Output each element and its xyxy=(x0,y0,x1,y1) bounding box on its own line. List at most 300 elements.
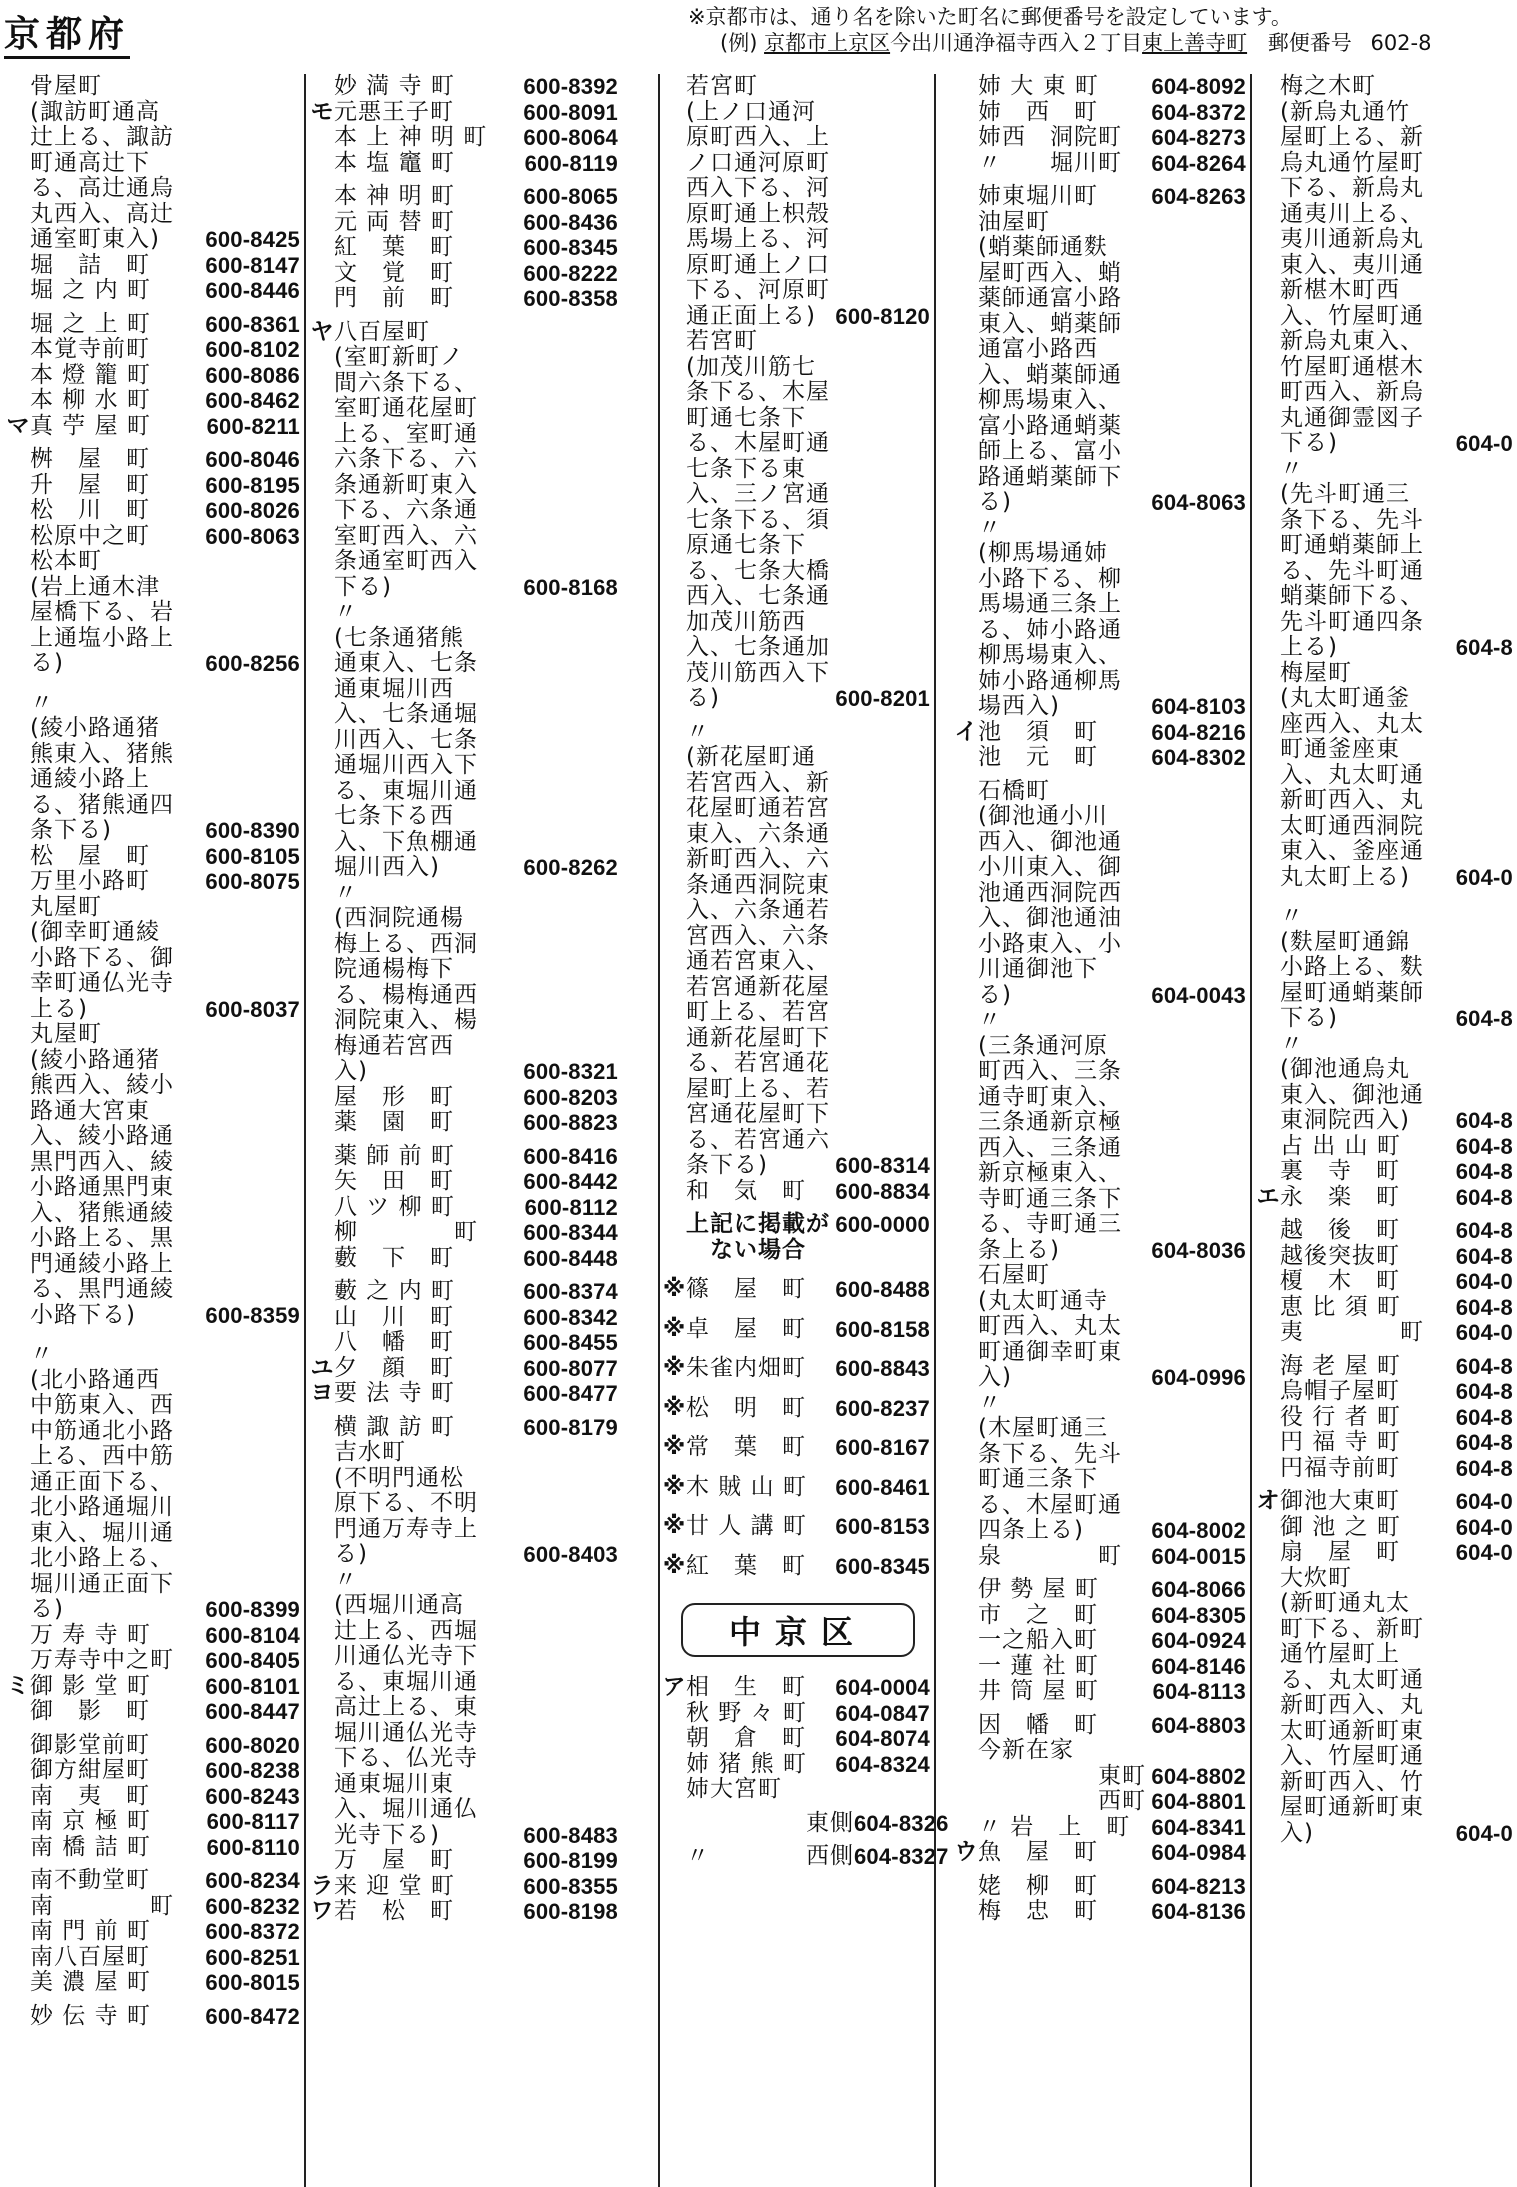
town-name: 入、御池通油 xyxy=(978,905,1122,931)
town-name: 四条上る) xyxy=(978,1517,1084,1543)
postal-code: 604-8146 xyxy=(1151,1653,1246,1679)
list-item xyxy=(954,881,1250,907)
postal-code: 600-8065 xyxy=(523,184,618,209)
postal-code: 604-0 xyxy=(1455,1320,1513,1345)
list-item xyxy=(954,567,1250,593)
town-name: 蛸薬師下る、 xyxy=(1280,583,1424,609)
postal-code: 600-8015 xyxy=(205,1970,300,1995)
town-name: 下る、六条通 xyxy=(334,497,478,523)
town-name: 〃 xyxy=(686,718,710,745)
town-name: ノ口通河原町 xyxy=(686,149,830,176)
list-item xyxy=(954,1764,1250,1790)
postal-code: 600-8461 xyxy=(835,1474,930,1500)
postal-code: 600-8086 xyxy=(205,362,300,388)
list-item xyxy=(6,946,304,972)
list-item xyxy=(310,1466,622,1492)
list-item xyxy=(954,1212,1250,1238)
town-name: (七条通猪熊 xyxy=(334,624,464,651)
town-name: 〃 xyxy=(978,1007,1002,1033)
town-name: 東入、蛸薬師 xyxy=(978,310,1122,337)
list-item xyxy=(662,278,934,304)
town-name: 屋町西入、蛸 xyxy=(978,259,1122,286)
list-item xyxy=(954,932,1250,958)
list-item xyxy=(954,1789,1250,1815)
town-name: 入、綾小路通 xyxy=(30,1123,174,1149)
list-item xyxy=(662,1277,934,1303)
town-name: 通正面下る、 xyxy=(30,1468,174,1495)
postal-code: 600-8345 xyxy=(835,1553,930,1579)
list-item xyxy=(954,1263,1250,1289)
list-item xyxy=(310,1772,622,1798)
list-item xyxy=(310,210,622,236)
list-item xyxy=(954,1874,1250,1900)
list-item xyxy=(954,286,1250,312)
list-item xyxy=(6,1419,304,1445)
list-item xyxy=(662,151,934,177)
town-name: 門 前 町 xyxy=(334,285,454,311)
town-name: (加茂川筋七 xyxy=(686,353,816,380)
list-item xyxy=(662,380,934,406)
list-item xyxy=(1256,1430,1517,1456)
town-name: 通寺町東入、 xyxy=(978,1083,1122,1110)
list-item xyxy=(310,753,622,779)
list-item xyxy=(662,406,934,432)
town-name: (不明門通松 xyxy=(334,1464,464,1491)
list-item xyxy=(954,1442,1250,1468)
town-name: 若宮町 xyxy=(686,328,758,354)
town-name: 町通七条下 xyxy=(686,404,806,431)
list-item xyxy=(1256,406,1517,432)
town-name: る、若宮通六 xyxy=(686,1126,830,1153)
index-marker: マ xyxy=(6,412,30,439)
town-name: 卓 屋 町 xyxy=(686,1315,806,1342)
list-item xyxy=(954,618,1250,644)
list-item xyxy=(662,949,934,975)
list-item xyxy=(954,235,1250,261)
postal-code: 604-8074 xyxy=(835,1726,930,1751)
list-item xyxy=(662,1475,934,1501)
list-item xyxy=(1256,74,1517,100)
list-item xyxy=(310,906,622,932)
postal-code: 600-8436 xyxy=(523,209,618,235)
town-name: 松 明 町 xyxy=(686,1394,806,1421)
list-item xyxy=(6,1945,304,1971)
postal-code: 600-8120 xyxy=(835,303,930,329)
list-item xyxy=(310,498,622,524)
postal-code: 600-8390 xyxy=(205,818,300,843)
list-item xyxy=(662,1843,949,1870)
fallback-note xyxy=(662,1238,934,1264)
town-name: 〃 xyxy=(978,514,1002,541)
list-item xyxy=(6,549,304,575)
postal-code: 600-8843 xyxy=(835,1356,930,1381)
town-name: 一 蓮 社 町 xyxy=(978,1652,1099,1679)
list-item xyxy=(954,720,1250,746)
list-item xyxy=(662,559,934,585)
town-name: 通堀川西入下 xyxy=(334,752,478,778)
postal-code: 604-8 xyxy=(1455,1404,1513,1430)
spacer xyxy=(6,677,304,691)
town-name: 元 両 替 町 xyxy=(334,208,455,235)
town-name: 条通新町東入 xyxy=(334,471,478,498)
list-item xyxy=(662,253,934,279)
list-item xyxy=(310,1110,622,1136)
list-item xyxy=(6,1970,304,1996)
town-name: (木屋町通三 xyxy=(978,1415,1108,1441)
town-name: 〃 xyxy=(30,1341,54,1367)
postal-code: 600-8462 xyxy=(205,388,300,413)
town-name: る、東堀川通 xyxy=(334,1668,478,1695)
town-name: 東入、御池通 xyxy=(1280,1081,1424,1108)
list-item xyxy=(662,457,934,483)
list-item xyxy=(1256,304,1517,330)
town-name: 町通三条下 xyxy=(978,1466,1098,1492)
list-item xyxy=(1256,1159,1517,1185)
list-item xyxy=(6,498,304,524)
spacer xyxy=(662,1342,934,1356)
town-name: 〃 xyxy=(978,1389,1002,1416)
town-name: 熊東入、猪熊 xyxy=(30,740,174,767)
list-item xyxy=(310,184,622,210)
town-name: 〃 西側 xyxy=(686,1843,854,1869)
town-name: 東側 xyxy=(686,1809,854,1836)
list-item xyxy=(662,1701,934,1727)
town-name: 入、蛸薬師通 xyxy=(978,361,1122,388)
town-name: る、丸太町通 xyxy=(1280,1666,1424,1693)
list-item xyxy=(954,957,1250,983)
town-name: (麩屋町通錦 xyxy=(1280,928,1410,955)
list-item xyxy=(1256,1642,1517,1668)
town-name: 竹屋町通椹木 xyxy=(1280,353,1424,380)
town-name: 堀 之 上 町 xyxy=(30,310,151,337)
postal-code: 600-8063 xyxy=(205,523,300,549)
index-marker: ※ xyxy=(662,1552,686,1579)
list-item xyxy=(310,1059,622,1085)
town-name: 小路下る、柳 xyxy=(978,565,1122,592)
town-name: 新烏丸東入、 xyxy=(1280,328,1424,354)
town-name: 薬 園 町 xyxy=(334,1109,454,1135)
list-item xyxy=(954,1899,1250,1925)
index-marker: ア xyxy=(662,1674,686,1700)
postal-code: 600-8447 xyxy=(205,1699,300,1724)
postal-code: 600-8198 xyxy=(523,1899,618,1924)
town-name: 上る) xyxy=(1280,634,1338,660)
list-item xyxy=(6,1368,304,1394)
list-item xyxy=(6,74,304,100)
list-item xyxy=(1256,1770,1517,1796)
town-name: る、姉小路通 xyxy=(978,616,1122,643)
list-item xyxy=(1256,1057,1517,1083)
town-name: 三条通新京極 xyxy=(978,1109,1122,1135)
list-item xyxy=(310,1381,622,1407)
town-name: 宮通花屋町下 xyxy=(686,1101,830,1127)
town-name: 木 賊 山 町 xyxy=(686,1473,807,1500)
town-name: 町通蛸薬師上 xyxy=(1280,532,1424,558)
postal-code: 604-8324 xyxy=(835,1751,930,1777)
town-name: 美 濃 屋 町 xyxy=(30,1969,151,1995)
town-name: 小路通黒門東 xyxy=(30,1174,174,1200)
postal-code: 600-8403 xyxy=(523,1542,618,1567)
town-name: 紅 葉 町 xyxy=(686,1552,806,1579)
list-item xyxy=(6,1597,304,1623)
list-item xyxy=(954,1238,1250,1264)
town-name: 七条下る東 xyxy=(686,455,806,482)
town-name: 〃 xyxy=(1280,903,1304,929)
town-name: 夷 町 xyxy=(1280,1319,1424,1345)
list-item xyxy=(954,490,1250,516)
index-marker: ※ xyxy=(662,1434,686,1460)
town-name: 藪 之 内 町 xyxy=(334,1278,455,1304)
town-name: る) xyxy=(978,489,1012,515)
town-name: 南 橋 詰 町 xyxy=(30,1833,151,1860)
list-item xyxy=(1256,1719,1517,1745)
town-name: 堀川西入) xyxy=(334,854,440,880)
town-name: 因 幡 町 xyxy=(978,1711,1098,1738)
list-item xyxy=(662,1435,934,1461)
list-item xyxy=(6,1835,304,1861)
list-item xyxy=(662,1153,934,1179)
postal-code: 600-8222 xyxy=(523,260,618,286)
town-name: 場西入) xyxy=(978,693,1060,719)
town-name: 七条下る西 xyxy=(334,803,454,829)
town-name: 新町西入、丸 xyxy=(1280,787,1424,813)
postal-code: 600-8168 xyxy=(523,574,618,600)
list-item xyxy=(310,626,622,652)
town-name: 柳馬場東入、 xyxy=(978,387,1122,413)
town-name: 越 後 町 xyxy=(1280,1217,1400,1243)
list-item xyxy=(662,1000,934,1026)
town-name: 桝 屋 町 xyxy=(30,446,150,472)
town-name: 要 法 寺 町 xyxy=(334,1380,455,1406)
town-name: 東入、六条通 xyxy=(686,820,830,847)
list-item xyxy=(954,1365,1250,1391)
list-item xyxy=(1256,737,1517,763)
list-item xyxy=(6,869,304,895)
list-item xyxy=(310,1220,622,1246)
town-name: 門通万寿寺上 xyxy=(334,1515,478,1542)
postal-code: 600-8399 xyxy=(205,1597,300,1622)
town-name: 御影堂前町 xyxy=(30,1731,150,1758)
list-item xyxy=(1256,151,1517,177)
town-name: 御 影 堂 町 xyxy=(30,1672,151,1699)
town-name: 篠 屋 町 xyxy=(686,1276,806,1302)
postal-code: 604-8 xyxy=(1455,1455,1513,1481)
town-name: 万寿寺中之町 xyxy=(30,1647,174,1673)
list-item xyxy=(6,1226,304,1252)
town-name: (諏訪町通高 xyxy=(30,98,160,125)
town-name: 条下る、先斗 xyxy=(978,1440,1122,1467)
list-item xyxy=(310,1517,622,1543)
list-item xyxy=(6,1022,304,1048)
town-name: 西入下る、河 xyxy=(686,175,830,201)
town-name: 文 覚 町 xyxy=(334,259,454,286)
list-item xyxy=(310,1542,622,1568)
town-name: 本 神 明 町 xyxy=(334,183,455,209)
town-name: (北小路通西 xyxy=(30,1366,160,1393)
postal-code: 604-8 xyxy=(1455,1353,1513,1379)
postal-code: 604-8305 xyxy=(1151,1602,1246,1628)
list-item xyxy=(662,847,934,873)
list-item xyxy=(6,312,304,338)
list-item xyxy=(1256,788,1517,814)
town-name: 上る、室町通 xyxy=(334,420,478,447)
spacer xyxy=(662,1461,934,1475)
town-name: る) xyxy=(978,981,1012,1008)
list-item xyxy=(954,1518,1250,1544)
list-item xyxy=(6,278,304,304)
town-name: 辻上る、諏訪 xyxy=(30,124,174,150)
town-name: 相 生 町 xyxy=(686,1674,806,1700)
postal-code: 604-8002 xyxy=(1151,1518,1246,1543)
list-item xyxy=(6,1444,304,1470)
town-name: 梅屋町 xyxy=(1280,659,1352,686)
directory-columns xyxy=(0,74,1517,2187)
list-item xyxy=(954,1110,1250,1136)
postal-code: 600-8256 xyxy=(205,651,300,676)
town-name: 升 屋 町 xyxy=(30,471,150,498)
list-item xyxy=(6,1393,304,1419)
list-item xyxy=(6,920,304,946)
list-item xyxy=(6,388,304,414)
list-item xyxy=(1256,1006,1517,1032)
list-item xyxy=(1256,839,1517,865)
town-name: 町通高辻下 xyxy=(30,149,150,176)
town-name: 東町 xyxy=(978,1762,1146,1789)
list-item xyxy=(310,151,622,177)
list-item xyxy=(1256,1668,1517,1694)
town-name: 山 川 町 xyxy=(334,1303,454,1330)
town-name: 通綾小路上 xyxy=(30,766,150,792)
town-name: 常 葉 町 xyxy=(686,1434,806,1460)
index-marker: ラ xyxy=(310,1872,334,1899)
postal-code: 600-8358 xyxy=(523,286,618,311)
town-name: (丸太町通寺 xyxy=(978,1287,1108,1314)
list-item xyxy=(662,1128,934,1154)
postal-code: 600-8243 xyxy=(205,1783,300,1809)
town-name: 入) xyxy=(334,1058,368,1084)
postal-code: 600-8075 xyxy=(205,869,300,894)
postal-code: 600-8153 xyxy=(835,1514,930,1539)
town-name: 屋町通新町東 xyxy=(1280,1794,1424,1820)
town-name: 入、三ノ宮通 xyxy=(686,481,830,507)
town-name: 夷川通新烏丸 xyxy=(1280,226,1424,252)
town-name: 〃 xyxy=(334,1566,358,1593)
list-item xyxy=(310,1568,622,1594)
example-code: 602-8 xyxy=(1370,31,1432,55)
town-name: 屋町上る、新 xyxy=(1280,124,1424,150)
town-name: 伊 勢 屋 町 xyxy=(978,1576,1099,1602)
town-name: 梅之木町 xyxy=(1280,73,1376,99)
town-name: 辻上る、西堀 xyxy=(334,1617,478,1644)
list-item xyxy=(662,975,934,1001)
index-marker: ※ xyxy=(662,1473,686,1500)
list-item xyxy=(954,100,1250,126)
town-name: 西入、七条通 xyxy=(686,583,830,609)
list-item xyxy=(6,1674,304,1700)
index-marker: モ xyxy=(310,98,334,125)
postal-code: 604-8066 xyxy=(1151,1577,1246,1602)
index-marker: ヤ xyxy=(310,318,334,345)
postal-code: 600-8355 xyxy=(523,1873,618,1899)
list-item xyxy=(662,1179,934,1205)
list-item xyxy=(310,261,622,287)
town-name: る、木屋町通 xyxy=(686,430,830,456)
town-name: 魚 屋 町 xyxy=(978,1839,1098,1865)
postal-code: 600-8234 xyxy=(205,1868,300,1893)
town-name: (新花屋町通 xyxy=(686,744,816,770)
town-name: (西洞院通楊 xyxy=(334,905,464,931)
town-name: 新京極東入、 xyxy=(978,1160,1122,1186)
town-name: 門通綾小路上 xyxy=(30,1250,174,1277)
example-label: 郵便番号 xyxy=(1267,31,1352,55)
town-name: 〃 xyxy=(334,879,358,906)
list-item xyxy=(6,651,304,677)
list-item xyxy=(1256,814,1517,840)
town-name: 姉小路通柳馬 xyxy=(978,667,1122,694)
list-item xyxy=(662,1026,934,1052)
postal-code: 600-8179 xyxy=(523,1414,618,1440)
example-town: 東上善寺町 xyxy=(1142,31,1248,55)
town-name: 本覚寺前町 xyxy=(30,336,150,362)
town-name: 入、下魚棚通 xyxy=(334,828,478,855)
postal-code: 604-8103 xyxy=(1151,694,1246,719)
postal-code: 600-8344 xyxy=(523,1220,618,1245)
spacer xyxy=(662,1263,934,1277)
list-item xyxy=(662,1356,934,1382)
list-item xyxy=(310,1899,622,1925)
list-item xyxy=(6,1894,304,1920)
town-name: 南 町 xyxy=(30,1892,174,1919)
postal-code: 600-8374 xyxy=(523,1279,618,1304)
town-name: 通正面上る) xyxy=(686,302,816,329)
list-item xyxy=(6,1252,304,1278)
list-item xyxy=(954,1493,1250,1519)
list-item xyxy=(954,1136,1250,1162)
town-name: 秋 野 々 町 xyxy=(686,1699,807,1726)
town-name: る、木屋町通 xyxy=(978,1491,1122,1518)
town-name: 下る、河原町 xyxy=(686,277,830,303)
list-item xyxy=(6,253,304,279)
postal-code: 600-8455 xyxy=(523,1330,618,1355)
list-item xyxy=(1256,584,1517,610)
list-item xyxy=(6,202,304,228)
postal-code: 604-8 xyxy=(1455,1184,1513,1210)
town-name: (綾小路通猪 xyxy=(30,715,160,741)
postal-code: 604-8 xyxy=(1455,1133,1513,1159)
list-item xyxy=(1256,355,1517,381)
town-name: 薬師通富小路 xyxy=(978,285,1122,311)
list-item xyxy=(1256,431,1517,457)
list-item xyxy=(1256,253,1517,279)
town-name: 新椹木町西 xyxy=(1280,277,1400,303)
list-item xyxy=(310,1848,622,1874)
town-name: 通東入、七条 xyxy=(334,650,478,676)
town-name: 条下る) xyxy=(30,817,112,843)
list-item xyxy=(6,1099,304,1125)
town-name: 南不動堂町 xyxy=(30,1867,150,1893)
postal-code: 600-8201 xyxy=(835,686,930,711)
list-item xyxy=(1256,1269,1517,1295)
list-item xyxy=(662,304,934,330)
list-item xyxy=(6,575,304,601)
town-name: 西町 xyxy=(978,1788,1146,1814)
list-item xyxy=(6,742,304,768)
town-name: 小路上る、黒 xyxy=(30,1225,174,1251)
list-item xyxy=(6,227,304,253)
town-name: 南八百屋町 xyxy=(30,1943,150,1970)
list-item xyxy=(1256,380,1517,406)
postal-code: 604-8802 xyxy=(1151,1763,1246,1789)
